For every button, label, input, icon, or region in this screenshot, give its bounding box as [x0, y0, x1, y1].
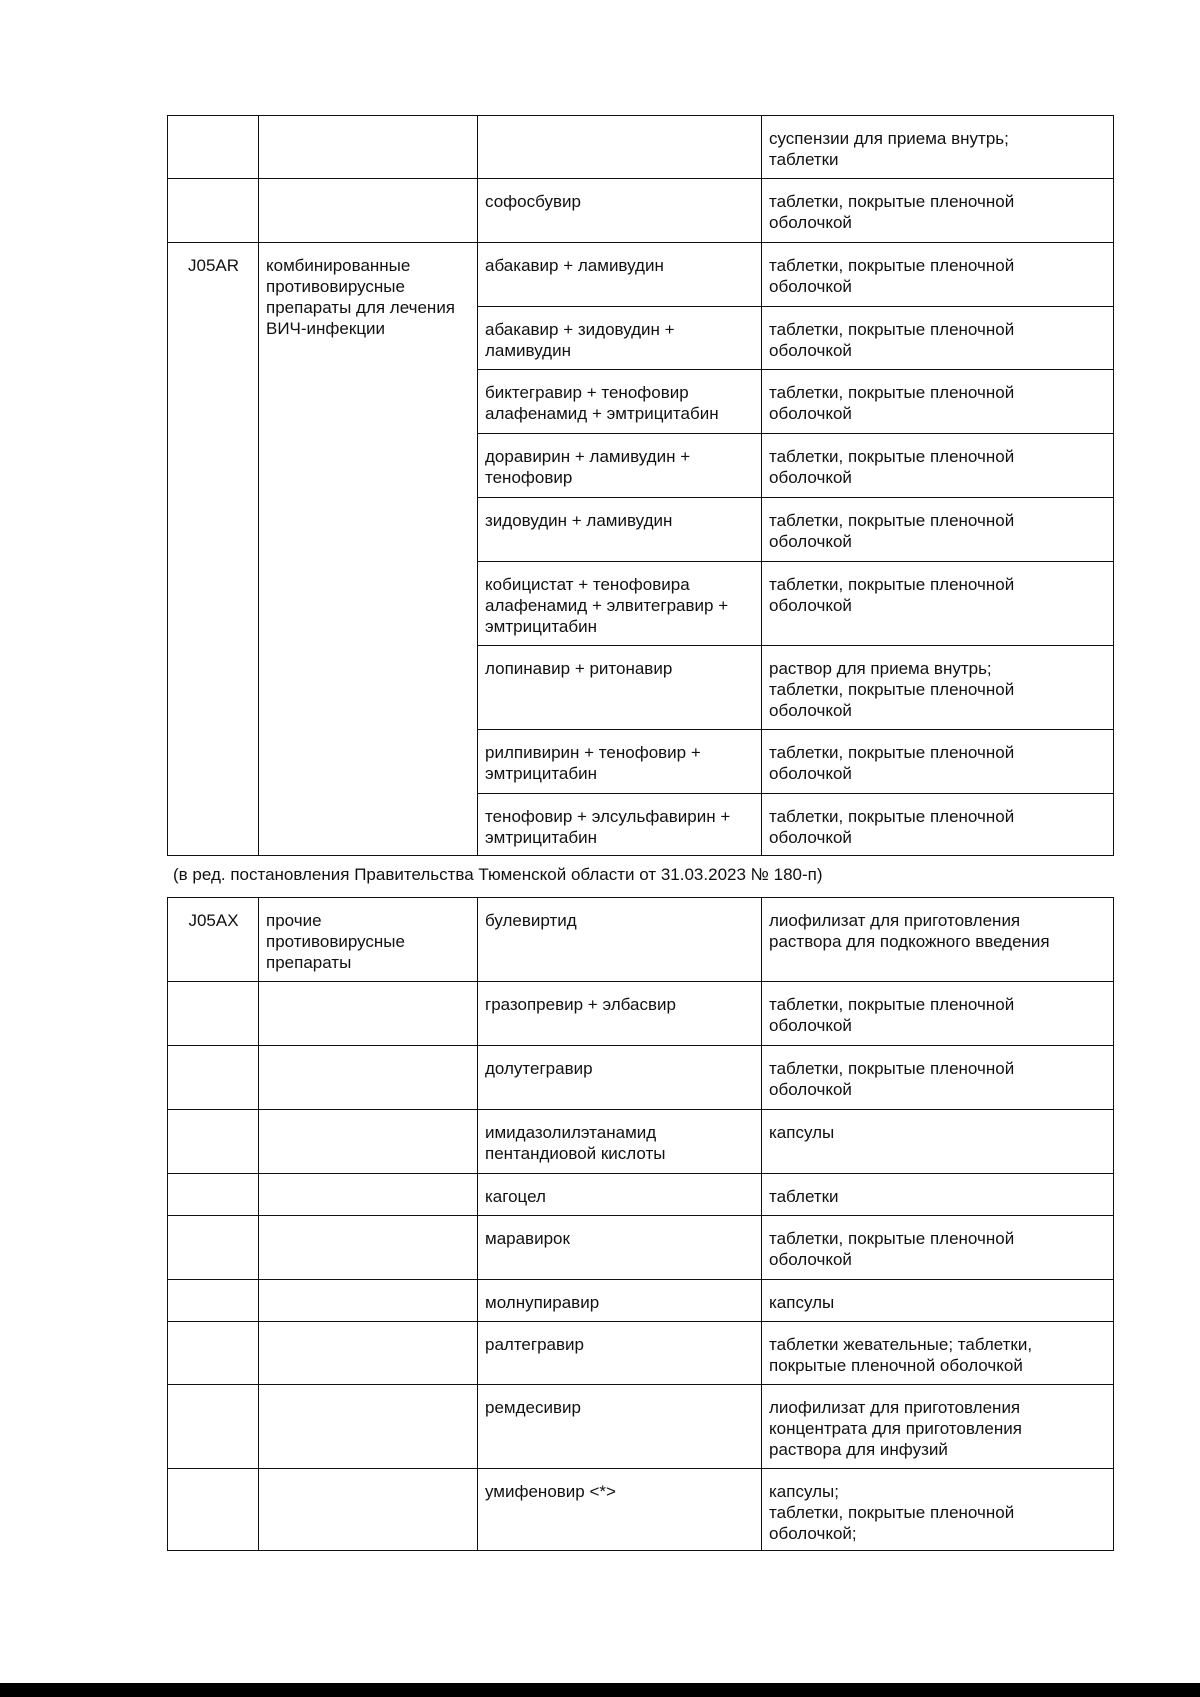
dosage-form-cell: таблетки, покрытые пленочной оболочкой	[762, 1216, 1114, 1280]
atc-code-cell	[168, 116, 259, 179]
drug-name-cell: софосбувир	[478, 179, 762, 243]
drug-name-cell: абакавир + зидовудин + ламивудин	[478, 307, 762, 370]
drug-name-cell: гразопревир + элбасвир	[478, 982, 762, 1046]
group-name-cell	[259, 1469, 478, 1551]
drug-name-cell: биктегравир + тенофовир алафенамид + эмтрицитабин	[478, 370, 762, 434]
table-row	[168, 116, 1114, 179]
dosage-form-cell: таблетки, покрытые пленочной оболочкой	[762, 1046, 1114, 1110]
dosage-form-cell: таблетки, покрытые пленочной оболочкой	[762, 562, 1114, 646]
drug-name-cell: имидазолилэтанамид пентандиовой кислоты	[478, 1110, 762, 1174]
group-name-cell	[259, 1046, 478, 1110]
atc-code-cell	[168, 982, 259, 1046]
drug-name-cell: молнупиравир	[478, 1280, 762, 1322]
dosage-form-cell: таблетки, покрытые пленочной оболочкой	[762, 370, 1114, 434]
drug-name-cell: доравирин + ламивудин + тенофовир	[478, 434, 762, 498]
drug-name-cell: рилпивирин + тенофовир + эмтрицитабин	[478, 730, 762, 794]
dosage-form-cell: таблетки	[762, 1174, 1114, 1216]
atc-code-cell	[168, 1469, 259, 1551]
dosage-form-cell: таблетки, покрытые пленочной оболочкой	[762, 498, 1114, 562]
drug-name-cell: лопинавир + ритонавир	[478, 646, 762, 730]
group-name-cell	[259, 1216, 478, 1280]
table-row	[168, 243, 1114, 307]
group-name-cell	[259, 1322, 478, 1385]
group-name-cell	[259, 116, 478, 179]
drug-table-upper	[167, 115, 1114, 856]
drug-name-cell: кагоцел	[478, 1174, 762, 1216]
table-row	[168, 1469, 1114, 1551]
drug-name-cell: абакавир + ламивудин	[478, 243, 762, 307]
table-row	[168, 1216, 1114, 1280]
dosage-form-cell: таблетки, покрытые пленочной оболочкой	[762, 730, 1114, 794]
group-name-cell: комбинированные противовирусные препараты для лечения ВИЧ-инфекции	[259, 243, 478, 856]
dosage-form-cell: суспензии для приема внутрь; таблетки	[762, 116, 1114, 179]
drug-name-cell: долутегравир	[478, 1046, 762, 1110]
table-row	[168, 982, 1114, 1046]
atc-code-cell	[168, 179, 259, 243]
table-row	[168, 179, 1114, 243]
dosage-form-cell: таблетки, покрытые пленочной оболочкой	[762, 982, 1114, 1046]
drug-name-cell	[478, 116, 762, 179]
group-name-cell	[259, 1280, 478, 1322]
group-name-cell	[259, 1174, 478, 1216]
dosage-form-cell: лиофилизат для приготовления концентрата для приготовления раствора для инфузий	[762, 1385, 1114, 1469]
drug-name-cell: ремдесивир	[478, 1385, 762, 1469]
atc-code-cell: J05AR	[168, 243, 259, 856]
group-name-cell	[259, 1385, 478, 1469]
group-name-cell	[259, 982, 478, 1046]
dosage-form-cell: раствор для приема внутрь; таблетки, покрытые пленочной оболочкой	[762, 646, 1114, 730]
drug-name-cell: кобицистат + тенофовира алафенамид + элвитегравир + эмтрицитабин	[478, 562, 762, 646]
drug-table-lower	[167, 897, 1114, 1551]
group-name-cell	[259, 179, 478, 243]
dosage-form-cell: капсулы	[762, 1280, 1114, 1322]
table-row	[168, 1110, 1114, 1174]
dosage-form-cell: лиофилизат для приготовления раствора для подкожного введения	[762, 898, 1114, 982]
dosage-form-cell: таблетки, покрытые пленочной оболочкой	[762, 307, 1114, 370]
table-row	[168, 1280, 1114, 1322]
drug-name-cell: умифеновир <*>	[478, 1469, 762, 1551]
atc-code-cell	[168, 1385, 259, 1469]
dosage-form-cell: таблетки, покрытые пленочной оболочкой	[762, 243, 1114, 307]
dosage-form-cell: таблетки, покрытые пленочной оболочкой	[762, 434, 1114, 498]
amendment-note: (в ред. постановления Правительства Тюменской области от 31.03.2023 № 180-п)	[173, 865, 823, 884]
atc-code-cell	[168, 1174, 259, 1216]
group-name-cell	[259, 1110, 478, 1174]
drug-name-cell: тенофовир + элсульфавирин + эмтрицитабин	[478, 794, 762, 856]
atc-code-cell: J05AX	[168, 898, 259, 982]
table-row	[168, 1322, 1114, 1385]
atc-code-cell	[168, 1322, 259, 1385]
drug-name-cell: зидовудин + ламивудин	[478, 498, 762, 562]
dosage-form-cell: таблетки, покрытые пленочной оболочкой	[762, 794, 1114, 856]
dosage-form-cell: таблетки жевательные; таблетки, покрытые пленочной оболочкой	[762, 1322, 1114, 1385]
dosage-form-cell: капсулы	[762, 1110, 1114, 1174]
table-row	[168, 1174, 1114, 1216]
drug-name-cell: булевиртид	[478, 898, 762, 982]
atc-code-cell	[168, 1046, 259, 1110]
atc-code-cell	[168, 1110, 259, 1174]
dosage-form-cell: капсулы; таблетки, покрытые пленочной оболочкой;	[762, 1469, 1114, 1551]
atc-code-cell	[168, 1216, 259, 1280]
group-name-cell: прочие противовирусные препараты	[259, 898, 478, 982]
atc-code-cell	[168, 1280, 259, 1322]
dosage-form-cell: таблетки, покрытые пленочной оболочкой	[762, 179, 1114, 243]
drug-name-cell: маравирок	[478, 1216, 762, 1280]
scan-bottom-edge	[0, 1683, 1200, 1697]
table-row	[168, 1046, 1114, 1110]
table-row	[168, 898, 1114, 982]
drug-name-cell: ралтегравир	[478, 1322, 762, 1385]
table-row	[168, 1385, 1114, 1469]
